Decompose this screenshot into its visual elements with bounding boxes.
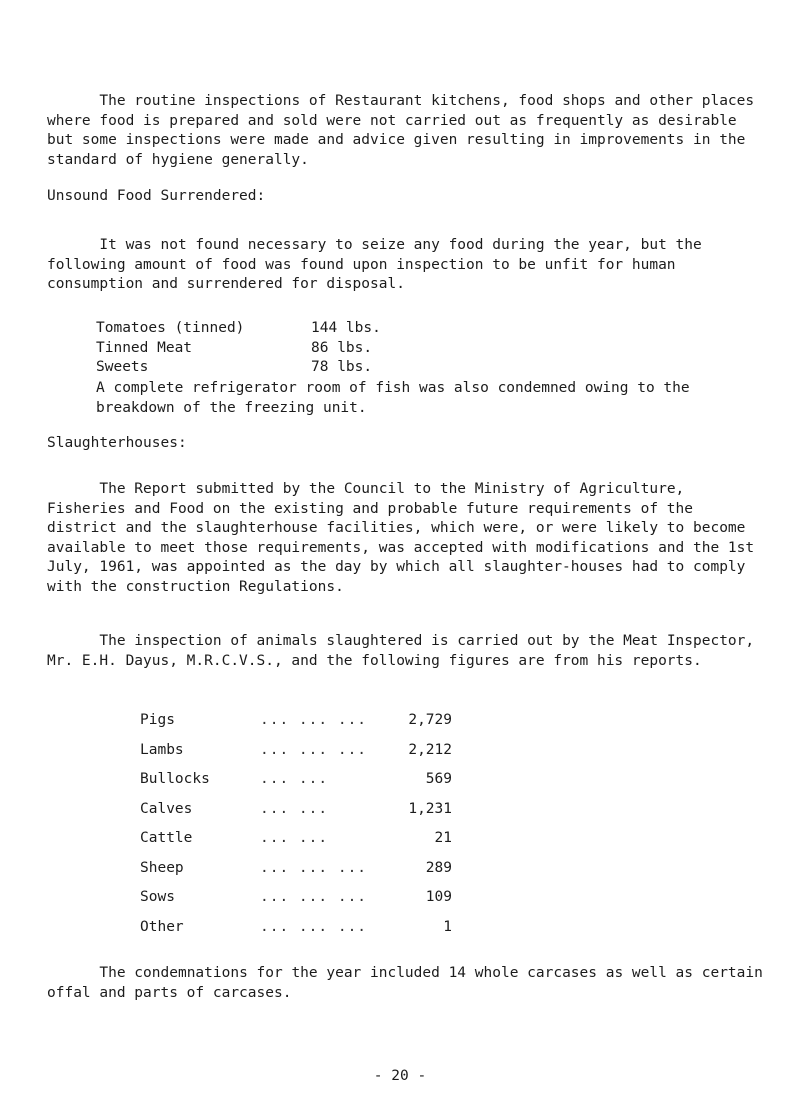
meat-inspection-paragraph: The inspection of animals slaughtered is carried out by the Meat Inspector, Mr. E.H. Dayus, M.R.C.V.S., and the following figures are from his reports. (47, 633, 763, 669)
leader-dots: ... ... (260, 771, 329, 787)
intro-paragraph: The routine inspections of Restaurant kitchens, food shops and other places where food is prepared and sold were not carried out as frequently as desirable but some inspections were made and advice given resulting in improvements in the standard of hygiene generally. (47, 93, 763, 168)
list-item (96, 359, 511, 379)
food-item-name: Tinned Meat (96, 339, 193, 356)
animal-label: Pigs (140, 712, 175, 728)
unsound-food-heading: Unsound Food Surrendered: (47, 188, 266, 204)
table-row (140, 919, 660, 949)
slaughterhouse-report-paragraph: The Report submitted by the Council to the Ministry of Agriculture, Fisheries and Food on the existing and probable future requirements of the district and the slaughterhouse facilities, which were, or were likely to become available to meet those requirements, was accepted with modifications and the 1st July, 1961, was appointed as the day by which all slaughter-houses had to comply with the construction Regulations. (47, 481, 763, 595)
animal-count: 1 (443, 918, 452, 935)
animal-label: Lambs (140, 741, 184, 758)
food-item-name: Tomatoes (tinned) (96, 320, 245, 336)
table-row (140, 860, 660, 890)
food-item-quantity: 78 lbs. (311, 359, 373, 375)
table-row (140, 830, 660, 860)
page-number: - 20 - (373, 1068, 427, 1084)
animal-count: 2,729 (408, 712, 452, 728)
leader-dots: ... ... (260, 800, 329, 817)
animal-count: 2,212 (408, 741, 452, 758)
animal-label: Sows (140, 889, 175, 905)
list-item (96, 320, 511, 340)
food-item-quantity: 144 lbs. (311, 320, 381, 336)
condemnations-paragraph: The condemnations for the year included 14 whole carcases as well as certain offal and parts of carcases. (47, 965, 772, 1001)
animal-label: Cattle (140, 830, 193, 846)
animal-count: 1,231 (408, 800, 452, 817)
leader-dots: ... ... (260, 830, 329, 846)
unsound-food-list (96, 320, 511, 379)
table-row (140, 771, 660, 801)
slaughter-figures-table (140, 712, 660, 948)
food-item-name: Sweets (96, 359, 149, 375)
refrigerator-note: A complete refrigerator room of fish was also condemned owing to the breakdown of the freezing unit. (96, 380, 699, 416)
table-row (140, 742, 660, 772)
list-item (96, 340, 511, 360)
leader-dots: ... ... ... (260, 889, 368, 905)
food-item-quantity: 86 lbs. (311, 339, 373, 356)
table-row (140, 712, 660, 742)
slaughterhouses-heading: Slaughterhouses: (47, 435, 187, 451)
animal-label: Sheep (140, 859, 184, 876)
leader-dots: ... ... ... (260, 859, 368, 876)
leader-dots: ... ... ... (260, 741, 368, 758)
animal-count: 109 (425, 889, 452, 905)
animal-count: 289 (425, 859, 452, 876)
animal-label: Other (140, 918, 184, 935)
table-row (140, 801, 660, 831)
leader-dots: ... ... ... (260, 712, 368, 728)
animal-label: Calves (140, 800, 193, 817)
unsound-food-paragraph: It was not found necessary to seize any food during the year, but the following amount of food was found upon inspection to be unfit for human consumption and surrendered for disposal. (47, 237, 711, 292)
animal-label: Bullocks (140, 771, 210, 787)
leader-dots: ... ... ... (260, 918, 368, 935)
animal-count: 21 (434, 830, 452, 846)
table-row (140, 889, 660, 919)
animal-count: 569 (425, 771, 452, 787)
